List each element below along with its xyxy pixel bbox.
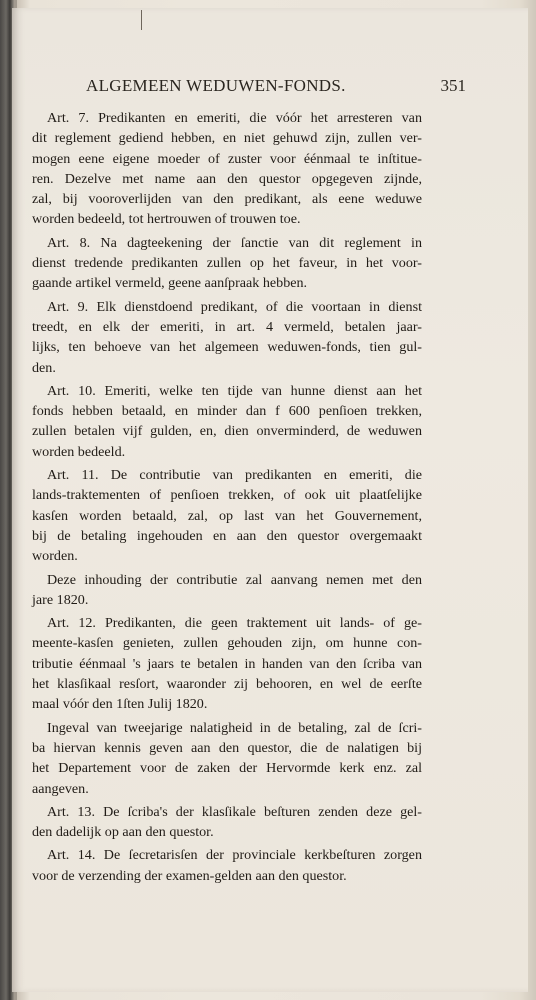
text-line: Art. 13. De ſcriba's der klasſikale beſturen zenden deze gel- — [47, 803, 422, 820]
text-line: worden. — [32, 548, 78, 565]
text-line: Art. 11. De contributie van predikanten en emeriti, die — [47, 467, 422, 484]
text-line: jare 1820. — [32, 591, 89, 608]
article-paragraph — [32, 381, 422, 462]
page-body — [32, 108, 422, 889]
text-line: maal vóór den 1ſten Julij 1820. — [32, 696, 208, 713]
article-paragraph — [32, 802, 422, 843]
page-number: 351 — [440, 76, 466, 95]
text-line: dit reglement gediend hebben, en niet gehuwd zijn, zullen ver- — [32, 130, 422, 147]
running-title: ALGEMEEN WEDUWEN-FONDS. — [86, 76, 346, 95]
text-line: voor de verzending der examen-gelden aan den questor. — [32, 867, 347, 884]
text-line: ren. Dezelve met name aan den questor opgegeven zijnde, — [32, 170, 422, 187]
text-line: Ingeval van tweejarige nalatigheid in de betaling, zal de ſcri- — [47, 719, 422, 736]
text-line: lijks, ten behoeve van het algemeen weduwen-fonds, tien gul- — [32, 339, 422, 356]
article-paragraph — [32, 613, 422, 714]
text-line: treedt, en elk der emeriti, in art. 4 vermeld, betalen jaar- — [32, 318, 422, 335]
text-line: het Departement voor de zaken der Hervormde kerk enz. zal — [32, 760, 422, 777]
page-header — [86, 76, 466, 100]
article-paragraph — [32, 570, 422, 611]
text-line: meente-kasſen genieten, zullen gehouden zijn, om hunne con- — [32, 635, 422, 652]
text-line: aangeven. — [32, 780, 89, 797]
text-line: Art. 7. Predikanten en emeriti, die vóór het arresteren van — [47, 110, 422, 126]
article-paragraph — [32, 108, 422, 230]
text-line: Art. 8. Na dagteekening der ſanctie van dit reglement in — [47, 234, 422, 251]
text-line: zal, bij vooroverlijden van den predikant, als eene weduwe — [32, 191, 422, 208]
text-line: het klasſikaal resſort, waaronder zij behooren, en wel de eerſte — [32, 676, 422, 693]
text-line: Art. 14. De ſecretarisſen der provinciale kerkbeſturen zorgen — [47, 847, 422, 864]
article-paragraph — [32, 297, 422, 378]
article-paragraph — [32, 233, 422, 294]
text-line: mogen eene eigene moeder of zuster voor éénmaal te inſtitue- — [32, 150, 422, 167]
text-line: Art. 10. Emeriti, welke ten tijde van hunne dienst aan het — [47, 382, 422, 399]
text-line: Art. 9. Elk dienstdoend predikant, of die voortaan in dienst — [47, 298, 422, 315]
article-paragraph — [32, 845, 422, 886]
article-paragraph — [32, 465, 422, 566]
text-line: zullen betalen vijf gulden, en, dien onverminderd, de weduwen — [32, 423, 422, 440]
text-line: fonds hebben betaald, en minder dan f 600 penſioen trekken, — [32, 403, 422, 420]
text-line: den. — [32, 359, 56, 376]
text-line: den dadelijk op aan den questor. — [32, 824, 214, 841]
text-line: kasſen worden betaald, zal, op last van het Gouvernement, — [32, 507, 422, 524]
text-line: dienst tredende predikanten zullen op het faveur, in het voor- — [32, 255, 422, 272]
text-line: Deze inhouding der contributie zal aanvang nemen met den — [47, 571, 422, 588]
text-line: ba hiervan kennis geven aan den questor, die de nalatigen bij — [32, 739, 422, 756]
pencil-mark — [141, 10, 142, 30]
text-line: tributie éénmaal 's jaars te betalen in handen van den ſcriba van — [32, 655, 422, 672]
text-line: Art. 12. Predikanten, die geen traktement uit lands- of ge- — [47, 615, 422, 632]
text-line: worden bedeeld, tot hertrouwen of trouwen toe. — [32, 211, 301, 228]
article-paragraph — [32, 718, 422, 799]
text-line: lands-traktementen of penſioen trekken, of ook uit plaatſelijke — [32, 487, 422, 504]
text-line: bij de betaling ingehouden en aan den questor overgemaakt — [32, 527, 422, 544]
text-line: worden bedeeld. — [32, 443, 126, 460]
text-line: gaande artikel vermeld, geene aanſpraak hebben. — [32, 275, 308, 292]
